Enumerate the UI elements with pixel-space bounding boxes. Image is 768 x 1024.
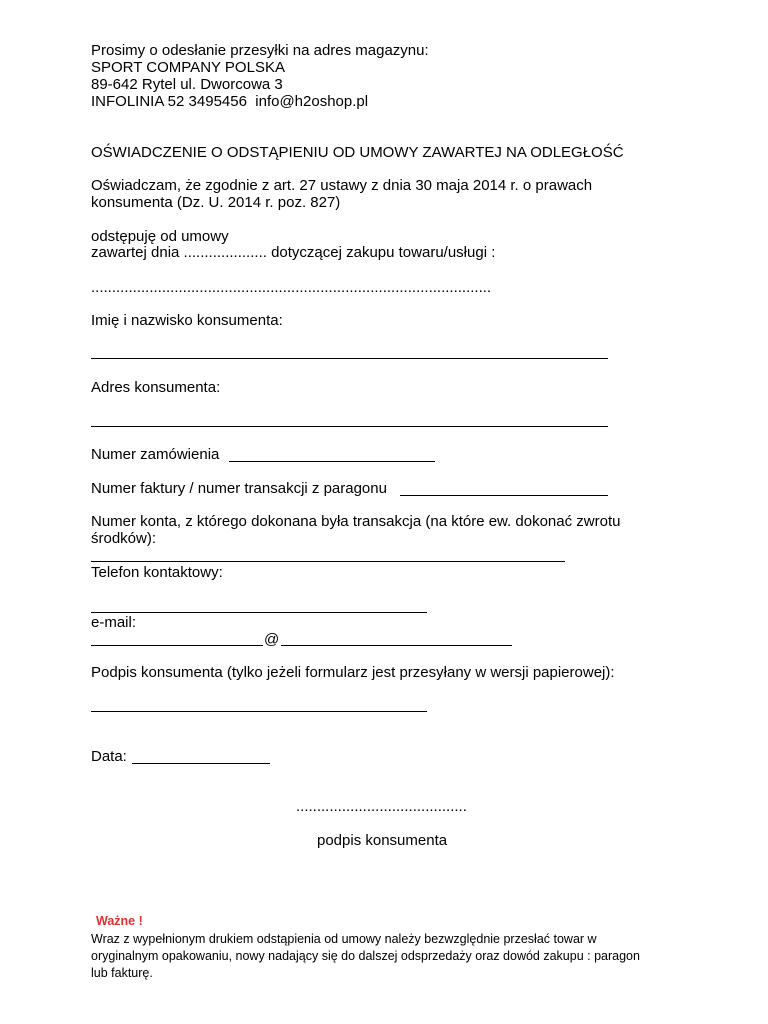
order-number-field[interactable] bbox=[229, 461, 435, 462]
company-address: 89-642 Rytel ul. Dworcowa 3 bbox=[91, 76, 283, 93]
company-contact: INFOLINIA 52 3495456 info@h2oshop.pl bbox=[91, 93, 369, 110]
email-label: e-mail: bbox=[91, 614, 137, 631]
account-number-label-cont: środków): bbox=[91, 530, 157, 547]
withdrawal-line-2: zawartej dnia .................... dotyczącej zakupu towaru/usługi : bbox=[91, 244, 496, 261]
consumer-signature-caption: podpis konsumenta bbox=[317, 832, 448, 849]
signature-label: Podpis konsumenta (tylko jeżeli formularz jest przesyłany w wersji papierowej): bbox=[91, 664, 615, 681]
account-number-field[interactable] bbox=[91, 561, 565, 562]
goods-dotted-field[interactable]: ................................................................................................ bbox=[91, 279, 492, 296]
notice-line-3: lub fakturę. bbox=[91, 966, 153, 980]
consumer-signature-dots[interactable]: ......................................... bbox=[296, 798, 467, 815]
signature-field[interactable] bbox=[91, 711, 427, 712]
invoice-number-label: Numer faktury / numer transakcji z paragonu bbox=[91, 480, 387, 497]
notice-title: Ważne ! bbox=[96, 914, 143, 928]
withdrawal-line-1: odstępuję od umowy bbox=[91, 228, 229, 245]
notice-line-2: oryginalnym opakowaniu, nowy nadający się do dalszej odsprzedaży oraz dowód zakupu : paragon bbox=[91, 949, 640, 963]
name-field[interactable] bbox=[91, 358, 608, 359]
date-field[interactable] bbox=[132, 763, 270, 764]
email-at-sign: @ bbox=[264, 631, 280, 648]
address-field[interactable] bbox=[91, 426, 608, 427]
name-label: Imię i nazwisko konsumenta: bbox=[91, 312, 283, 329]
order-number-label: Numer zamówienia bbox=[91, 446, 220, 463]
date-label: Data: bbox=[91, 748, 127, 765]
company-name: SPORT COMPANY POLSKA bbox=[91, 59, 285, 76]
document-title: OŚWIADCZENIE O ODSTĄPIENIU OD UMOWY ZAWARTEJ NA ODLEGŁOŚĆ bbox=[91, 144, 624, 161]
email-domain-field[interactable] bbox=[281, 645, 512, 646]
invoice-number-field[interactable] bbox=[400, 495, 608, 496]
statement-line-2: konsumenta (Dz. U. 2014 r. poz. 827) bbox=[91, 194, 341, 211]
email-user-field[interactable] bbox=[91, 645, 263, 646]
account-number-label: Numer konta, z którego dokonana była transakcja (na które ew. dokonać zwrotu bbox=[91, 513, 621, 530]
address-label: Adres konsumenta: bbox=[91, 379, 221, 396]
phone-field[interactable] bbox=[91, 612, 427, 613]
header-line-request: Prosimy o odesłanie przesyłki na adres magazynu: bbox=[91, 42, 429, 59]
notice-line-1: Wraz z wypełnionym drukiem odstąpienia od umowy należy bezwzględnie przesłać towar w bbox=[91, 932, 597, 946]
statement-line-1: Oświadczam, że zgodnie z art. 27 ustawy z dnia 30 maja 2014 r. o prawach bbox=[91, 177, 593, 194]
phone-label: Telefon kontaktowy: bbox=[91, 564, 223, 581]
